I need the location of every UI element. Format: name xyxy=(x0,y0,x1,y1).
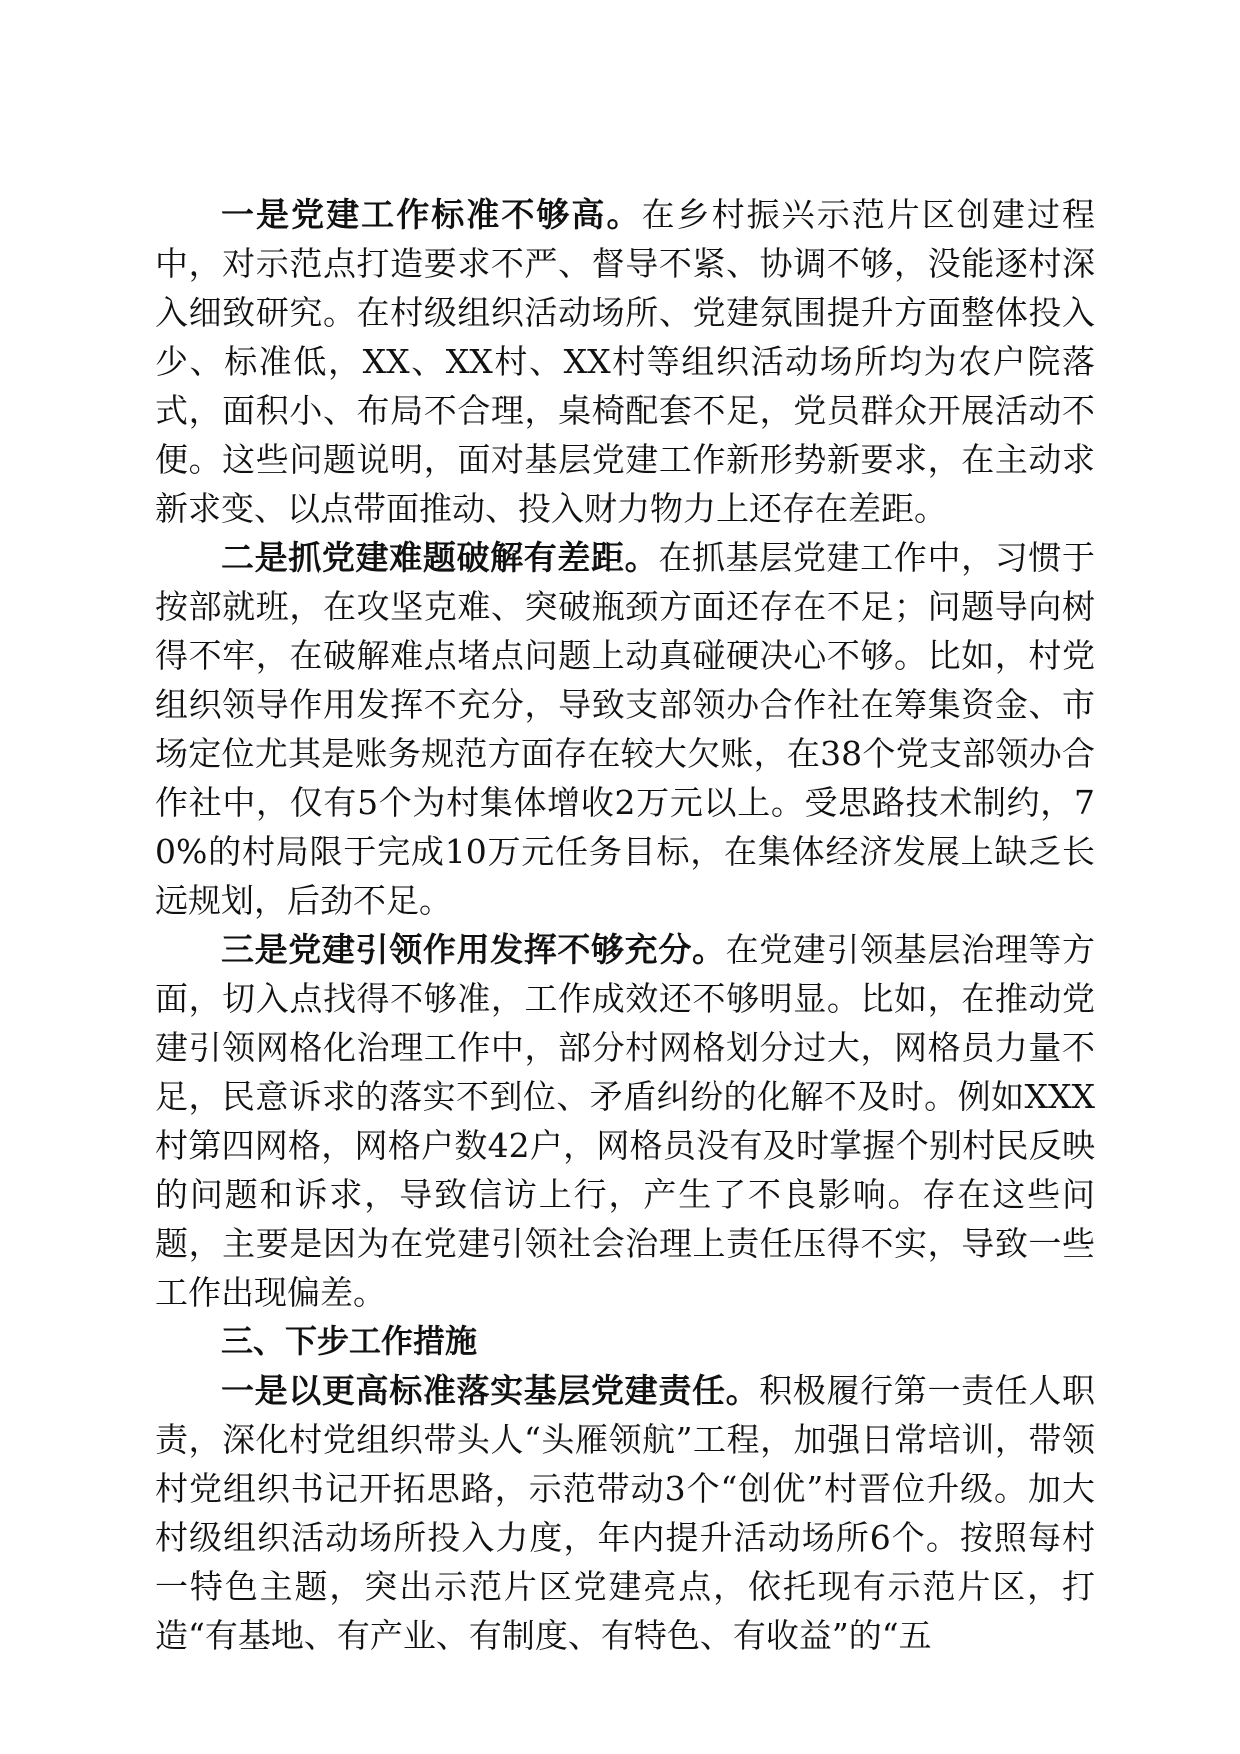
paragraph-3-lead: 三是党建引领作用发挥不够充分。 xyxy=(221,930,726,969)
paragraph-4 xyxy=(155,1366,1095,1660)
paragraph-2-lead: 二是抓党建难题破解有差距。 xyxy=(221,538,659,577)
paragraph-2 xyxy=(155,533,1095,925)
paragraph-1-lead: 一是党建工作标准不够高。 xyxy=(221,195,642,234)
paragraph-4-lead: 一是以更高标准落实基层党建责任。 xyxy=(221,1371,760,1410)
document-body xyxy=(155,190,1095,1660)
section-heading: 三、下步工作措施 xyxy=(221,1322,478,1360)
paragraph-1 xyxy=(155,190,1095,533)
paragraph-3 xyxy=(155,925,1095,1317)
paragraph-1-body: 在乡村振兴示范片区创建过程中，对示范点打造要求不严、督导不紧、协调不够，没能逐村深入细致研究。在村级组织活动场所、党建氛围提升方面整体投入少、标准低，XX、XX村、XX村等组织活动场所均为农户院落式，面积小、布局不合理，桌椅配套不足，党员群众开展活动不便。这些问题说明，面对基层党建工作新形势新要求，在主动求新求变、以点带面推动、投入财力物力上还存在差距。 xyxy=(155,195,1096,528)
paragraph-4-body: 积极履行第一责任人职责，深化村党组织带头人“头雁领航”工程，加强日常培训，带领村党组织书记开拓思路，示范带动3个“创优”村晋位升级。加大村级组织活动场所投入力度，年内提升活动场所6个。按照每村一特色主题，突出示范片区党建亮点，依托现有示范片区，打造“有基地、有产业、有制度、有特色、有收益”的“五 xyxy=(155,1371,1096,1655)
paragraph-2-body: 在抓基层党建工作中，习惯于按部就班，在攻坚克难、突破瓶颈方面还存在不足；问题导向树得不牢，在破解难点堵点问题上动真碰硬决心不够。比如，村党组织领导作用发挥不充分，导致支部领办合作社在筹集资金、市场定位尤其是账务规范方面存在较大欠账，在38个党支部领办合作社中，仅有5个为村集体增收2万元以上。受思路技术制约，70%的村局限于完成10万元任务目标，在集体经济发展上缺乏长远规划，后劲不足。 xyxy=(155,538,1096,920)
paragraph-3-body: 在党建引领基层治理等方面，切入点找得不够准，工作成效还不够明显。比如，在推动党建引领网格化治理工作中，部分村网格划分过大，网格员力量不足，民意诉求的落实不到位、矛盾纠纷的化解不及时。例如XXX村第四网格，网格户数42户，网格员没有及时掌握个别村民反映的问题和诉求，导致信访上行，产生了不良影响。存在这些问题，主要是因为在党建引领社会治理上责任压得不实，导致一些工作出现偏差。 xyxy=(155,930,1096,1312)
